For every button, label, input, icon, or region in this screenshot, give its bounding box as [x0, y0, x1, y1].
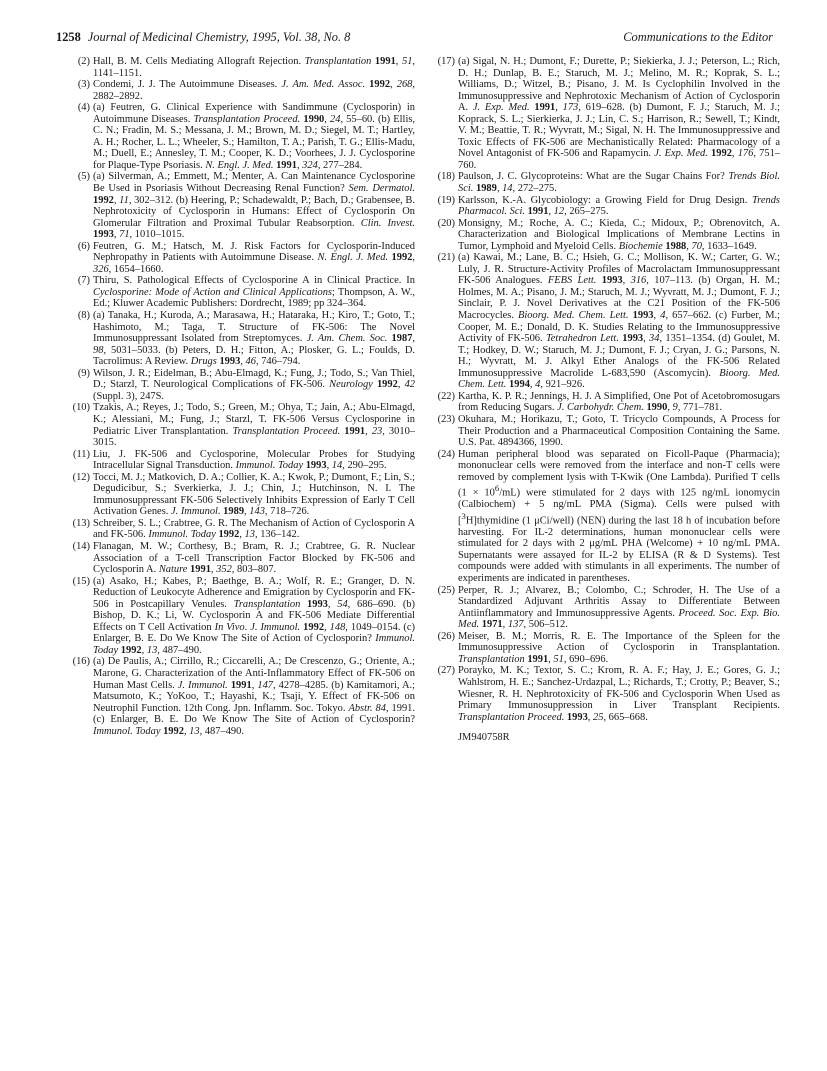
reference-number: (17) [437, 56, 455, 67]
reference-item [431, 252, 780, 391]
reference-item [66, 656, 415, 737]
reference-text: (a) Kawai, M.; Lane, B. C.; Hsieh, G. C.; Mollison, K. W.; Carter, G. W.; Luly, J. R. Structure-Activity Profiles of Macrolactam Immunosuppressant FK-506 Analogues. FEBS Lett. 1993, 316, 107–113. (b) Organ, H. M.; Holmes, M. A.; Pisano, J. M.; Staruch, M. J.; Wyvratt, M. J.; Dumont, F. J.; Sinclair, P. J. Novel Derivatives at the C21 Position of the FK-506 Macrocycles. Bioorg. Med. Chem. Lett. 1993, 4, 657–662. (c) Furber, M.; Cooper, M. E.; Donald, D. K. Studies Relating to the Immunosuppressive Activity of FK-506. Tetrahedron Lett. 1993, 34, 1351–1354. (d) Goulet, M. T.; Hodkey, D. W.; Staruch, M. J.; Dumont, F. J.; Cryan, J. G.; Parsons, N. H.; Wyvratt, M. J. Alkyl Ether Analogs of the FK-506 Related Immunosuppressive Macrolide L-683,590 (Ascomycin). Bioorg. Med. Chem. Lett. 1994, 4, 921–926. [458, 252, 780, 391]
reference-number: (6) [77, 240, 90, 252]
reference-text: Condemi, J. J. The Autoimmune Diseases. J. Am. Med. Assoc. 1992, 268, 2882–2892. [93, 79, 415, 102]
running-header [56, 29, 773, 45]
reference-item [431, 56, 780, 171]
reference-item [431, 171, 780, 194]
reference-text: Karlsson, K.-A. Glycobiology: a Growing Field for Drug Design. Trends Pharmacol. Sci. 1991, 12, 265–275. [458, 194, 780, 218]
reference-item [431, 665, 780, 723]
reference-item [431, 391, 780, 414]
reference-number: (24) [437, 448, 455, 460]
reference-item [431, 449, 780, 585]
reference-number: (13) [72, 517, 90, 529]
reference-text: Monsigny, M.; Roche, A. C.; Kieda, C.; Midoux, P.; Obrenovitch, A. Characterization and Biological Implications of Membrane Lectins in Tumor, Lymphoid and Myeloid Cells. Biochemie 1988, 70, 1633–1649. [458, 217, 780, 252]
reference-text: Okuhara, M.; Horikazu, T.; Goto, T. Tricyclo Compounds, A Process for Their Production and a Pharmaceutical Composition Containing the Same. U.S. Pat. 4894366, 1990. [458, 413, 780, 449]
reference-text: Kartha, K. P. R.; Jennings, H. J. A Simplified, One Pot of Acetobromosugars from Reducing Sugars. J. Carbohydr. Chem. 1990, 9, 771–781. [458, 390, 780, 414]
reference-item [431, 631, 780, 666]
reference-number: (4) [77, 102, 90, 114]
references-column-left [66, 56, 415, 737]
reference-number: (20) [437, 217, 455, 229]
reference-text: Tocci, M. J.; Matkovich, D. A.; Collier, K. A.; Kwok, P.; Dumont, F.; Lin, S.; Degudicibur, S.; Sverkierka, J. J.; Chin, J.; Hutchinson, N. I. The Immunosuppressant FK-506 Selectively Inhibits Expression of Early T Cell Activation Genes. J. Immunol. 1989, 143, 718–726. [93, 471, 415, 518]
reference-text: Thiru, S. Pathological Effects of Cyclosporine A in Clinical Practice. In Cyclosporine: Mode of Action and Clinical Applications; Thompson, A. W., Ed.; Kluwer Academic Publishers: Dordrecht, 1989; pp 324–364. [93, 275, 415, 310]
reference-number: (22) [437, 390, 455, 402]
reference-number: (8) [77, 310, 90, 322]
reference-item [66, 171, 415, 240]
reference-number: (21) [437, 252, 455, 264]
reference-text: Feutren, G. M.; Hatsch, M. J. Risk Factors for Cyclosporin-Induced Nephropathy in Patients with Autoimmune Disease. N. Engl. J. Med. 1992, 326, 1654–1660. [93, 240, 416, 275]
reference-item [66, 79, 415, 102]
reference-item [66, 472, 415, 518]
reference-number: (5) [77, 171, 90, 183]
reference-item [66, 368, 415, 403]
reference-number: (25) [437, 584, 455, 596]
reference-number: (12) [72, 471, 90, 483]
reference-item [431, 414, 780, 449]
reference-text: (a) Tanaka, H.; Kuroda, A.; Marasawa, H.; Hataraka, H.; Kiro, T.; Goto, T.; Hashimoto, M.; Taga, T. Structure of FK-506: The Novel Immunosuppressant Isolated from Streptomyces. J. Am. Chem. Soc. 1987, 98, 5031–5033. (b) Peters, D. H.; Fitton, A.; Plosker, G. L.; Foulds, D. Tacrolimus: A Review. Drugs 1993, 46, 746–794. [93, 310, 416, 368]
reference-text: Paulson, J. C. Glycoproteins: What are the Sugar Chains For? Trends Biol. Sci. 1989, 14, 272–275. [458, 171, 780, 195]
reference-item [66, 402, 415, 448]
reference-text: Perper, R. J.; Alvarez, B.; Colombo, C.; Schroder, H. The Use of a Standardized Adjuvant Arthritis Assay to Differentiate Between Antiinflammatory and Immunosuppressive Agents. Proceed. Soc. Exp. Bio. Med. 1971, 137, 506–512. [458, 584, 780, 631]
reference-text: Tzakis, A.; Reyes, J.; Todo, S.; Green, M.; Ohya, T.; Jain, A.; Abu-Elmagd, K.; Alessiani, M.; Fung, J.; Starzl, T. FK-506 Versus Cyclosporine in Pediatric Liver Transplantation. Transplantation Proceed. 1991, 23, 3010–3015. [93, 402, 416, 449]
manuscript-code: JM940758R [458, 732, 510, 744]
reference-item [431, 195, 780, 218]
reference-number: (7) [77, 275, 90, 287]
reference-item [66, 541, 415, 576]
reference-text: Wilson, J. R.; Eidelman, B.; Abu-Elmagd, K.; Fung, J.; Todo, S.; Van Thiel, D.; Starzl, T. Neurological Complications of FK-506. Neurology 1992, 42 (Suppl. 3), 247S. [93, 367, 416, 402]
reference-number: (2) [77, 56, 90, 67]
reference-text: (a) Sigal, N. H.; Dumont, F.; Durette, P.; Siekierka, J. J.; Peterson, L.; Rich, D. H.; Dunlap, B. E.; Staruch, M. J.; Melino, M. R.; Koprak, S. L.; Williams, D.; Witzel, B.; Pisano, J. M. Is Cyclophilin Involved in the Immunosuppressive and Nephrotoxic Mechanism of Action of Cyclosporin A. J. Exp. Med. 1991, 173, 619–628. (b) Dumont, F. J.; Staruch, M. J.; Koprack, S. L.; Sierkierka, J. J.; Lin, C. S.; Harrison, R.; Sewell, T.; Kindt, V. M.; Beattie, T. R.; Wyvratt, M.; Sigal, N. H. The Immunosuppressive and Toxic Effects of FK-506 are Mechanistically Related: Pharmacology of a Novel Antagonist of FK-506 and Rapamycin. J. Exp. Med. 1992, 176, 751–760. [458, 56, 781, 171]
reference-item [66, 576, 415, 657]
reference-text: (a) Asako, H.; Kabes, P.; Baethge, B. A.; Wolf, R. E.; Granger, D. N. Reduction of Leukocyte Adherence and Emigration by Cyclosporin and FK-506 in Postcapillary Venules. Transplantation 1993, 54, 686–690. (b) Bishop, D. K.; Li, W. Cyclosporin A and FK-506 Mediate Differential Effects on T Cell Activation In Vivo. J. Immunol. 1992, 148, 1049–0154. (c) Enlarger, B. E. Do We Know The Site of Action of Cyclosporin? Immunol. Today 1992, 13, 487–490. [93, 575, 416, 656]
reference-text: Hall, B. M. Cells Mediating Allograft Rejection. Transplantation 1991, 51, 1141–1151. [93, 56, 416, 79]
reference-number: (9) [77, 367, 90, 379]
page-number: 1258 [56, 30, 81, 44]
reference-number: (26) [437, 630, 455, 642]
reference-text: Porayko, M. K.; Textor, S. C.; Krom, R. A. F.; Hay, J. E.; Gores, G. J.; Wahlstrom, H. E.; Sanchez-Urdazpal, L.; Richards, T.; Crotty, P.; Beaver, S.; Wiesner, R. H. Nephrotoxicity of FK-506 and Cyclosporin When Used as Primary Immunosuppression in Liver Transplant Recipients. Transplantation Proceed. 1993, 25, 665–668. [458, 665, 780, 723]
reference-text: (a) Feutren, G. Clinical Experience with Sandimmune (Cyclosporin) in Autoimmune Diseases. Transplantation Proceed. 1990, 24, 55–60. (b) Ellis, C. N.; Fradin, M. S.; Messana, J. M.; Brown, M. D.; Siegel, M. T.; Hartley, A. H.; Rocher, L. L.; Wheeler, S.; Hamilton, T. A.; Parish, T. G.; Ellis-Madu, M.; Duell, E.; Annesley, T. M.; Cooper, K. D.; Voorhees, J. J. Cyclosporine for Plaque-Type Psoriasis. N. Engl. J. Med. 1991, 324, 277–284. [93, 102, 416, 171]
reference-number: (19) [437, 194, 455, 206]
reference-number: (3) [77, 79, 90, 91]
references-column-right [431, 56, 780, 744]
reference-item [66, 275, 415, 310]
reference-item [431, 585, 780, 631]
journal-citation: Journal of Medicinal Chemistry, 1995, Vol. 38, No. 8 [87, 30, 351, 44]
reference-number: (16) [72, 656, 90, 668]
reference-number: (10) [72, 402, 90, 414]
section-title: Communications to the Editor [623, 30, 773, 44]
reference-item [66, 518, 415, 541]
reference-item [66, 241, 415, 276]
reference-number: (14) [72, 540, 90, 552]
reference-text: Human peripheral blood was separated on Ficoll-Paque (Pharmacia); mononuclear cells were removed from the interface and non-T cells were removed by complement lysis with T-Kwik (One Lambda). Purified T cells $(1 \times 10^6/mL)$ were stimulated for 2 days with 125 ng/mL ionomycin (Calbiochem) + 5 ng/mL PMA (Sigma). Cells were pulsed with [$^3$H]thymidine (1 μCi/well) (NEN) during the last 18 h of incubation before harvesting. For IL-2 determinations, human mononuclear cells were stimulated for 2 days with 2 μg/mL PHA (Welcome) + 10 ng/mL PMA. Supernatants were assayed for IL-2 by ELISA (R & D Systems). Test compounds were added with stimulants in all experiments. The number of experiments are indicated in parentheses. [458, 448, 780, 585]
reference-item [431, 218, 780, 253]
reference-text: Meiser, B. M.; Morris, R. E. The Importance of the Spleen for the Immunosuppressive Action of Cyclosporin in Transplantation. Transplantation 1991, 51, 690–696. [458, 630, 780, 665]
reference-number: (23) [437, 413, 455, 425]
reference-number: (11) [72, 448, 90, 460]
reference-text: (a) Silverman, A.; Emmett, M.; Menter, A. Can Maintenance Cyclosporine Be Used in Psoriasis Without Decreasing Renal Function? Sem. Dermatol. 1992, 11, 302–312. (b) Heering, P.; Schadewaldt, P.; Bach, D.; Grabensee, B. Nephrotoxicity of Cyclosporin in Humans: Effect of Cyclosporin On Glomerular Filtration and Proximal Tubular Reabsorption. Clin. Invest. 1993, 71, 1010–1015. [93, 171, 415, 241]
reference-number: (27) [437, 665, 455, 677]
reference-item [66, 56, 415, 79]
reference-text: Liu, J. FK-506 and Cyclosporine, Molecular Probes for Studying Intracellular Signal Transduction. Immunol. Today 1993, 14, 290–295. [93, 448, 415, 472]
reference-text: Flanagan, M. W.; Corthesy, B.; Bram, R. J.; Crabtree, G. R. Nuclear Association of a T-cell Transcription Factor Blocked by FK-506 and Cyclosporin A. Nature 1991, 352, 803–807. [93, 540, 415, 576]
reference-item [66, 449, 415, 472]
reference-text: (a) De Paulis, A.; Cirrillo, R.; Ciccarelli, A.; De Crescenzo, G.; Oriente, A.; Marone, G. Characterization of the Anti-Inflammatory Effect of FK-506 on Human Mast Cells. J. Immunol. 1991, 147, 4278–4285. (b) Kamitamori, A.; Matsumoto, K.; YoKoo, T.; Hayashi, K.; Tsaji, Y. Effect of FK-506 on Neutrophil Function. 12th Cong. Jpn. Inflamm. Soc. Tokyo. Abstr. 84, 1991. (c) Enlarger, B. E. Do We Know The Site of Action of Cyclosporin? Immunol. Today 1992, 13, 487–490. [93, 656, 416, 737]
reference-item [66, 102, 415, 171]
reference-text: Schreiber, S. L.; Crabtree, G. R. The Mechanism of Action of Cyclosporin A and FK-506. Immunol. Today 1992, 13, 136–142. [93, 517, 415, 541]
reference-item [66, 310, 415, 368]
reference-number: (18) [437, 171, 455, 183]
reference-number: (15) [72, 575, 90, 587]
